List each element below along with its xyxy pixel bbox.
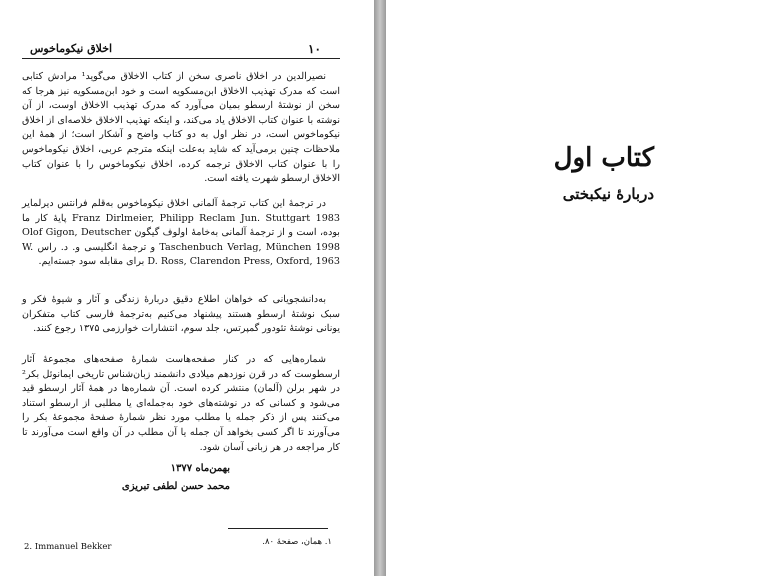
- reference-dirlmeier: Franz Dirlmeier, Philipp Reclam Jun. Stuttgart 1983: [71, 212, 340, 224]
- right-page: [386, 0, 768, 576]
- left-page: [0, 0, 374, 576]
- p2-outro: برای مقابله سود جسته‌ایم.: [38, 256, 145, 268]
- footnote-1: ۱. همان، صفحهٔ ۸۰.: [262, 537, 332, 547]
- paragraph-2: [22, 197, 340, 270]
- reference-ross: W. D. Ross, Clarendon Press, Oxford, 1963: [22, 241, 340, 268]
- paragraph-1-text: نصیرالدین در اخلاق ناصری سخن از کتاب الاخلاق می‌گوید¹ مرادش کتابی است که مدرک تهذیب الاخلاق ابن‌مسکویه است و خود ابن‌مسکویه نیز هرجا که سخن از نوشتهٔ ارسطو بمیان می‌آورد که مدرک تهذیب الاخلاق اوست، از آن نوشته با عنوان کتاب الاخلاق یاد می‌کند، و اینکه تهذیب الاخلاق خلاصه‌ای از اخلاق نیکوماخوس است، در نظر اول به دو کتاب واضح و آشکار است؛ از همهٔ این ملاحظات چنین برمی‌آید که شاید به‌علت اینکه مترجم عربی، اخلاق نیکوماخوس را با عنوان کتاب الاخلاق ترجمه کرده، اخلاق نیکوماخوس را با عنوان کتاب الاخلاق ارسطو شهرت یافته است.: [22, 71, 340, 185]
- paragraph-1: [22, 70, 340, 187]
- p2-mid2: و ترجمهٔ انگلیسی و. د. راس: [37, 241, 156, 253]
- footnote-2: 2. Immanuel Bekker: [24, 542, 112, 552]
- running-header: [22, 42, 340, 59]
- paragraph-3-text: به‌دانشجویانی که خواهان اطلاع دقیق دربارهٔ زندگی و آثار و شیوهٔ فکر و سبک نوشتهٔ ارسطو هستند پیشنهاد می‌کنیم به‌ترجمهٔ فارسی کتاب متفکران یونانی نوشتهٔ تئودور گمپرتس، جلد سوم، انتشارات خوارزمی ۱۳۷۵ رجوع کنند.: [22, 294, 340, 335]
- running-title: اخلاق نیکوماخوس: [30, 42, 113, 55]
- signature-name: محمد حسن لطفی تبریزی: [121, 481, 230, 492]
- reference-gigon: Olof Gigon, Deutscher Taschenbuch Verlag, München 1998: [22, 227, 340, 253]
- signature-date: بهمن‌ماه ۱۳۷۷: [170, 463, 230, 474]
- p2-intro: در ترجمهٔ این کتاب ترجمهٔ آلمانی اخلاق نیکوماخوس به‌قلم فرانتس دیرلمایر: [22, 198, 326, 209]
- page-number: ۱۰: [308, 42, 321, 56]
- book-gutter: [374, 0, 386, 576]
- paragraph-4-text: شماره‌هایی که در کنار صفحه‌هاست شمارهٔ صفحه‌های مجموعهٔ آثار ارسطوست که در قرن نوزدهم میلادی دانشمند زبان‌شناس تاریخی ایمانوئل بکر² در شهر برلن (آلمان) منتشر کرده است. آن شماره‌ها در همهٔ آثار ارسطو قید می‌شود و کسانی که در نوشته‌های خود به‌جمله‌ای یا مطلبی از ارسطو استناد می‌کنند پس از ذکر جمله یا مطلب مورد نظر شمارهٔ صفحهٔ مجموعهٔ بکر را می‌آورند تا اگر کسی بخواهد آن جمله یا آن مطلب در آن واقع است می‌آورند تا کار مراجعه در هر زبانی آسان شود.: [22, 354, 340, 453]
- chapter-subtitle: دربارهٔ نیکبختی: [562, 185, 654, 203]
- paragraph-3: [22, 293, 340, 337]
- paragraph-4: [22, 353, 340, 455]
- paragraph-2-text: [22, 197, 340, 270]
- p2-mid1: پایهٔ کار ما بوده، است و از ترجمهٔ آلمانی به‌خامهٔ اولوف گیگون: [22, 212, 340, 239]
- footnote-rule: [228, 528, 328, 529]
- chapter-title: کتاب اول: [553, 143, 654, 173]
